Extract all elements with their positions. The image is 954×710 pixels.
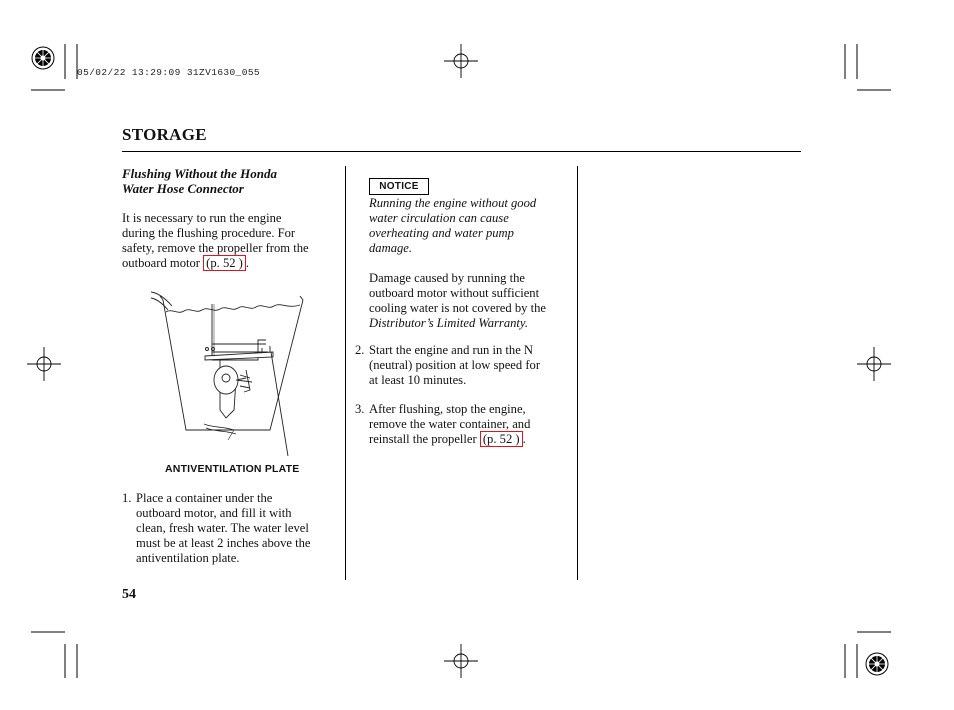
notice-label: NOTICE — [369, 178, 429, 195]
step-number: 3. — [355, 402, 365, 416]
page-reference-link[interactable]: (p. 52 ) — [480, 431, 523, 447]
step-number: 2. — [355, 343, 365, 357]
page-reference-link[interactable]: (p. 52 ) — [203, 255, 246, 271]
step-1: 1. Place a container under the outboard motor, and fill it with clean, fresh water. The water level must be at least 2 inches above the antiventilation plate. — [122, 491, 311, 565]
page-number: 54 — [122, 587, 136, 602]
subsection-heading: Flushing Without the Honda Water Hose Connector — [122, 166, 277, 196]
print-timestamp: 05/02/22 13:29:09 31ZV1630_055 — [77, 67, 261, 78]
step-3: 3. After flushing, stop the engine, remove the water container, and reinstall the propeller (p. 52 ) . — [355, 402, 531, 446]
figure-label: ANTIVENTILATION PLATE — [165, 463, 300, 475]
notice-text: Running the engine without good water circulation can cause overheating and water pump damage. — [369, 196, 537, 255]
step-number: 1. — [122, 491, 132, 505]
intro-paragraph: It is necessary to run the engine during the flushing procedure. For safety, remove the propeller from the outboard motor (p. 52 ) . — [122, 211, 309, 270]
warranty-paragraph: Damage caused by running the outboard motor without sufficient cooling water is not covered by the Distributor’s Limited Warranty. — [369, 271, 546, 330]
section-title: STORAGE — [122, 125, 207, 144]
step-2: 2. Start the engine and run in the N (neutral) position at low speed for at least 10 minutes. — [355, 343, 541, 387]
